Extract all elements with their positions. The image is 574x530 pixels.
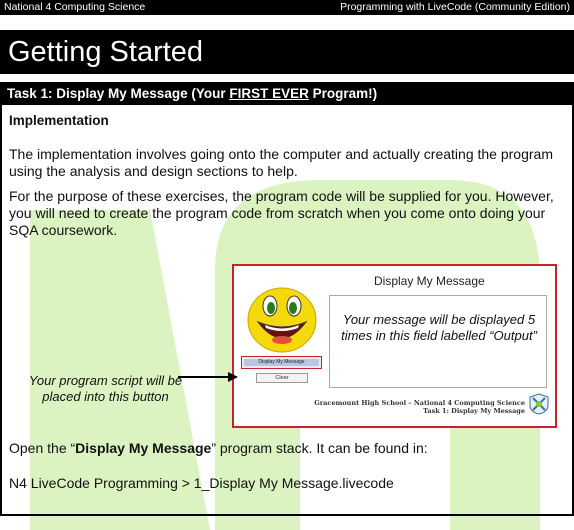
arrow-icon [176,370,240,384]
document-header [0,0,574,15]
paragraph-implementation: The implementation involves going onto the computer and actually creating the program using the analysis and design sections to help. [9,146,553,179]
page-title: Getting Started [0,30,574,74]
app-footer-task: Task 1: Display My Message [423,407,525,415]
output-field-text: Your message will be displayed 5 times in this field labelled “Output” [341,312,537,343]
open-stack-instruction: Open the “Display My Message” program stack. It can be found in: [9,440,428,456]
display-my-message-button[interactable] [241,356,322,369]
content-body [9,112,565,238]
section-heading: Implementation [9,113,109,128]
button-callout-text: Your program script will be placed into this button [28,373,183,404]
stack-name: Display My Message [75,440,212,456]
subject-name: Programming with LiveCode (Community Edition) [340,1,570,13]
school-badge-icon [529,393,549,415]
task-emphasis: FIRST EVER [229,86,309,101]
file-path: N4 LiveCode Programming > 1_Display My Message.livecode [9,475,394,491]
course-name: National 4 Computing Science [4,1,146,13]
app-screenshot [232,264,557,428]
task-heading: Task 1: Display My Message (Your FIRST EVER Program!) [0,82,574,105]
paragraph-exercises: For the purpose of these exercises, the program code will be supplied for you. However, you will need to create the program code from scratch when you come onto doing your SQA coursework. [9,188,554,238]
smiley-face-icon [243,284,321,354]
output-field [329,295,547,388]
app-window-title: Display My Message [374,274,485,288]
app-footer-school: Gracemount High School – National 4 Computing Science [314,399,525,407]
clear-button[interactable]: Clear [256,373,308,383]
display-button-label: Display My Message [244,359,319,366]
